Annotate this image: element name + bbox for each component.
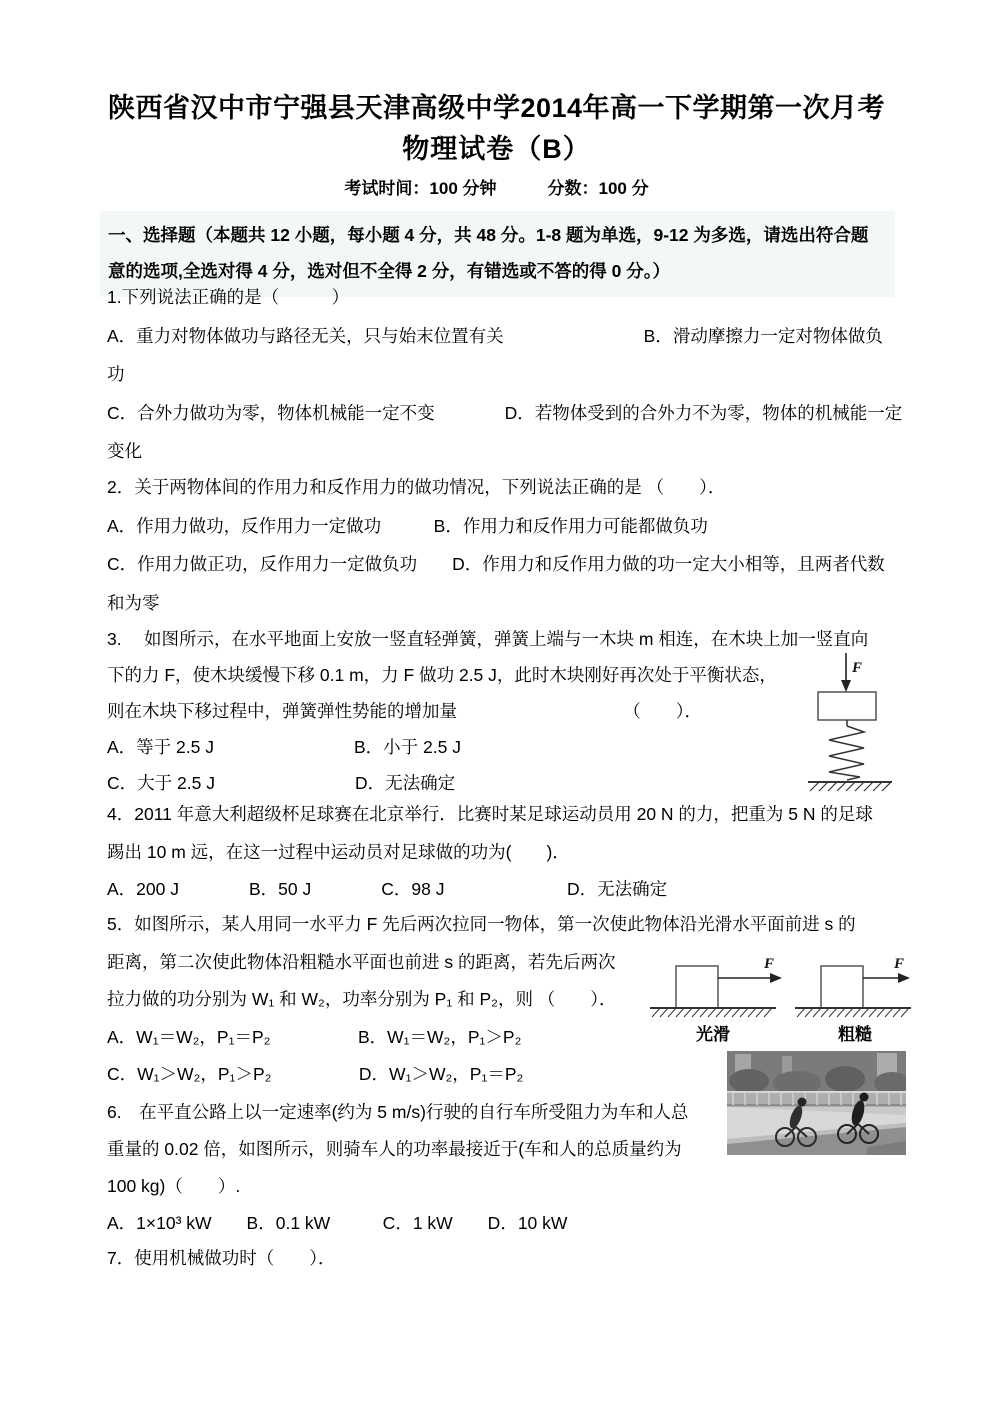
question-line: 5．如图所示，某人用同一水平力 F 先后两次拉同一物体，第一次使此物体沿光滑水平面前进 s 的 bbox=[107, 914, 856, 934]
smooth-caption: 光滑 bbox=[696, 1025, 730, 1044]
question-line: 距离，第二次使此物体沿粗糙水平面也前进 s 的距离，若先后两次 bbox=[107, 951, 616, 972]
sidewalk-and-road bbox=[727, 1107, 906, 1155]
cyclists-photo bbox=[727, 1051, 906, 1155]
force-arrow-right-icon bbox=[770, 973, 782, 983]
question-line: C．合外力做功为零，物体机械能一定不变 D．若物体受到的合外力不为零，物体的机械能一定 bbox=[107, 402, 903, 423]
block-shape bbox=[818, 692, 876, 720]
question-line: A．200 J B．50 J C．98 J D．无法确定 bbox=[107, 879, 668, 899]
doc-header bbox=[0, 90, 993, 206]
force-arrow-down-icon bbox=[841, 653, 851, 692]
friction-surfaces-diagram bbox=[648, 950, 913, 1045]
force-arrow-right-icon bbox=[898, 973, 910, 983]
exam-info: 考试时间：100 分钟 分数：100 分 bbox=[344, 179, 649, 198]
question-line: A．重力对物体做功与路径无关，只与始末位置有关 B．滑动摩擦力一定对物体做负 bbox=[107, 325, 883, 346]
question-line: 功 bbox=[107, 364, 125, 384]
spring-diagram bbox=[800, 648, 900, 796]
question-line: 变化 bbox=[107, 441, 142, 461]
question-line: 4．2011 年意大利超级杯足球赛在北京举行．比赛时某足球运动员用 20 N 的力，把重为 5 N 的足球 bbox=[107, 804, 873, 824]
spring-diagram-svg bbox=[800, 648, 900, 796]
section-header-line: 一、选择题（本题共 12 小题，每小题 4 分，共 48 分。1-8 题为单选，9-12 为多选，请选出符合题 bbox=[108, 225, 869, 245]
question-line: C．大于 2.5 J D．无法确定 bbox=[107, 773, 456, 793]
question-line: C．作用力做正功，反作用力一定做负功 D．作用力和反作用力做的功一定大小相等，且两者代数 bbox=[107, 554, 885, 574]
question-line: A．作用力做功，反作用力一定做功 B．作用力和反作用力可能都做负功 bbox=[107, 515, 708, 536]
trees-and-buildings bbox=[727, 1051, 906, 1095]
question-line: 3. 如图所示，在水平地面上安放一竖直轻弹簧，弹簧上端与一木块 m 相连，在木块上加一竖直向 bbox=[107, 629, 869, 649]
question-4 bbox=[107, 796, 917, 909]
question-line: 重量的 0.02 倍，如图所示，则骑车人的功率最接近于(车和人的总质量约为 bbox=[107, 1139, 682, 1159]
question-line: A．等于 2.5 J B．小于 2.5 J bbox=[107, 737, 461, 757]
rough-caption: 粗糙 bbox=[838, 1025, 872, 1044]
smooth-surface-block bbox=[650, 956, 782, 1044]
question-7 bbox=[107, 1239, 917, 1277]
question-2 bbox=[107, 468, 917, 622]
spring-coil-shape bbox=[829, 720, 864, 780]
question-line: 6. 在平直公路上以一定速率(约为 5 m/s)行驶的自行车所受阻力为车和人总 bbox=[107, 1102, 689, 1122]
question-line: 下的力 F，使木块缓慢下移 0.1 m，力 F 做功 2.5 J，此时木块刚好再次处于平衡状态， bbox=[107, 665, 777, 685]
question-line: 2．关于两物体间的作用力和反作用力的做功情况，下列说法正确的是 （ ）． bbox=[107, 477, 726, 497]
question-line: C．W₁＞W₂，P₁＞P₂ D．W₁＞W₂，P₁＝P₂ bbox=[107, 1064, 524, 1084]
section-header-line: 意的选项,全选对得 4 分，选对但不全得 2 分，有错选或不答的得 0 分。） bbox=[108, 261, 670, 281]
force-label-left: F bbox=[764, 956, 775, 972]
bridge-railing bbox=[727, 1091, 906, 1107]
page-title-line2: 物理试卷（B） bbox=[402, 134, 591, 164]
cyclists-photo-svg bbox=[727, 1051, 906, 1155]
ground-hatching bbox=[652, 1008, 772, 1017]
friction-surfaces-svg bbox=[648, 950, 913, 1045]
question-1 bbox=[107, 278, 917, 471]
ground-hatching bbox=[808, 782, 892, 791]
force-label-right: F bbox=[894, 956, 905, 972]
question-line: 7．使用机械做功时（ ）． bbox=[107, 1248, 336, 1268]
question-line: 则在木块下移过程中，弹簧弹性势能的增加量 （ ）． bbox=[107, 701, 702, 721]
ground-hatching bbox=[797, 1008, 909, 1017]
question-line: 和为零 bbox=[107, 592, 160, 613]
question-line: 100 kg)（ ）. bbox=[107, 1176, 241, 1196]
question-line: 踢出 10 m 远，在这一过程中运动员对足球做的功为( )． bbox=[107, 841, 570, 862]
question-line: A．1×10³ kW B．0.1 kW C．1 kW D．10 kW bbox=[107, 1213, 568, 1233]
force-label: F bbox=[852, 660, 863, 676]
page-title-line1: 陕西省汉中市宁强县天津高级中学2014年高一下学期第一次月考 bbox=[107, 93, 886, 123]
question-line: 拉力做的功分别为 W₁ 和 W₂，功率分别为 P₁ 和 P₂，则 （ ）． bbox=[107, 989, 617, 1009]
question-line: A．W₁＝W₂，P₁＝P₂ B．W₁＝W₂，P₁＞P₂ bbox=[107, 1026, 522, 1047]
rough-surface-block bbox=[795, 956, 911, 1044]
question-line: 1.下列说法正确的是（ ） bbox=[107, 287, 350, 307]
question-3 bbox=[107, 621, 917, 801]
